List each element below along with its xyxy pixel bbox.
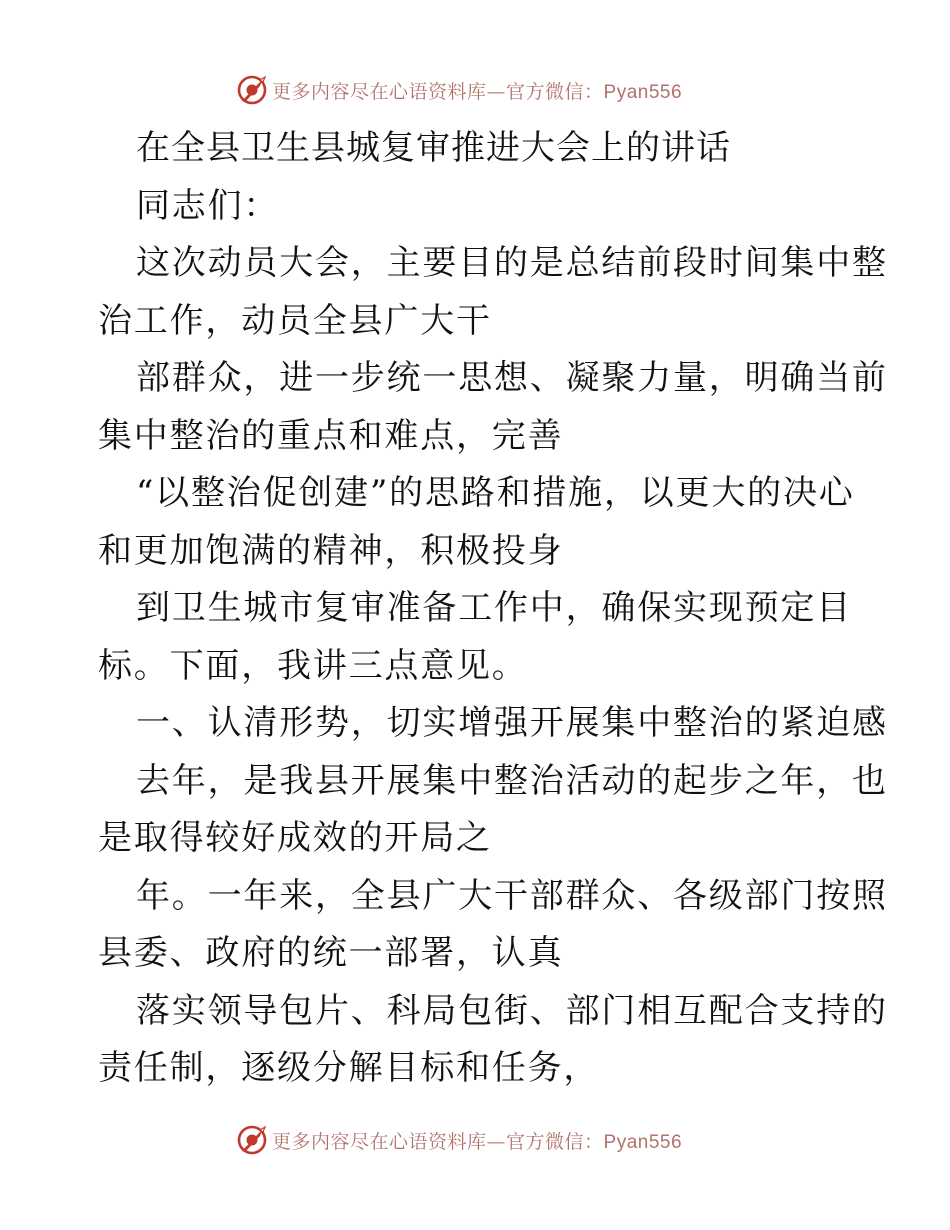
quill-logo-icon <box>236 1124 268 1156</box>
text-line: 是取得较好成效的开局之 <box>98 818 492 858</box>
text-line: 标。下面，我讲三点意见。 <box>98 645 528 686</box>
text-line: “以整治促创建”的思路和措施，以更大的决心 <box>136 473 855 513</box>
document-title: 在全县卫生县城复审推进大会上的讲话 <box>136 128 731 168</box>
header-watermark <box>236 72 682 108</box>
text-line: 部群众，进一步统一思想、凝聚力量，明确当前 <box>136 358 888 398</box>
footer-watermark <box>236 1122 682 1158</box>
text-line: 这次动员大会，主要目的是总结前段时间集中整 <box>136 243 888 283</box>
watermark-text: 更多内容尽在心语资料库—官方微信：Pyan556 <box>272 80 683 103</box>
text-line: 和更加饱满的精神，积极投身 <box>98 530 564 571</box>
text-line: 一、认清形势，切实增强开展集中整治的紧迫感 <box>136 703 888 743</box>
text-line: 去年，是我县开展集中整治活动的起步之年，也 <box>136 760 888 801</box>
text-line: 落实领导包片、科局包街、部门相互配合支持的 <box>136 990 888 1031</box>
text-line: 同志们： <box>136 185 280 226</box>
document-body <box>98 120 888 1098</box>
text-line: 县委、政府的统一部署，认真 <box>98 933 564 973</box>
text-line: 到卫生城市复审准备工作中，确保实现预定目 <box>136 588 852 628</box>
text-line: 治工作，动员全县广大干 <box>98 300 492 341</box>
quill-logo-icon <box>236 74 268 106</box>
text-line: 年。一年来，全县广大干部群众、各级部门按照 <box>136 875 888 916</box>
text-line: 集中整治的重点和难点，完善 <box>98 415 564 456</box>
watermark-text: 更多内容尽在心语资料库—官方微信：Pyan556 <box>272 1130 683 1153</box>
text-line: 责任制，逐级分解目标和任务， <box>98 1048 600 1088</box>
